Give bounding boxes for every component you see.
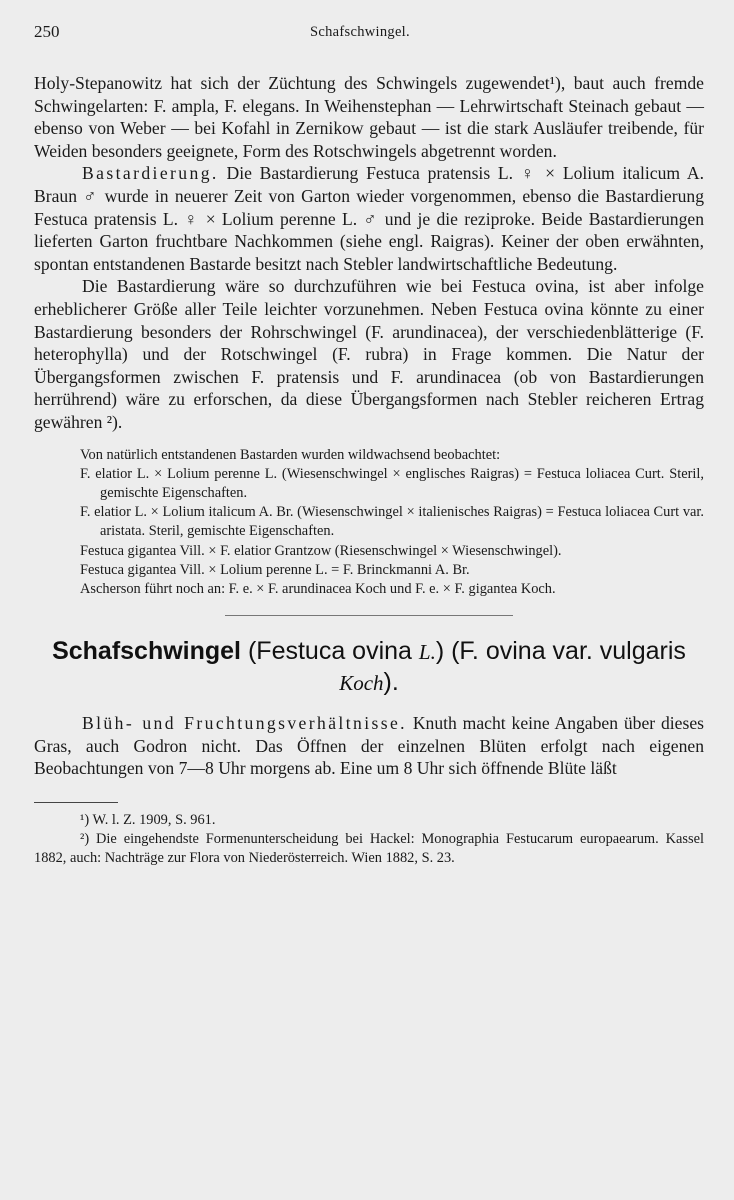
- section-divider: [225, 615, 513, 616]
- note-item: Festuca gigantea Vill. × F. elatior Grantzow (Riesenschwingel × Wiesenschwingel).: [80, 542, 562, 559]
- section-title-name: Schafschwingel: [52, 637, 242, 666]
- note-item: F. elatior L. × Lolium perenne L. (Wiesenschwingel × englisches Raigras) = Festuca loliacea Curt. Steril, gemischte Eigenschaften.: [80, 465, 704, 501]
- page-header: [34, 22, 704, 46]
- paragraph-lead: Blüh- und Fruchtungsverhältnisse.: [82, 713, 407, 734]
- footnote-2: ²) Die eingehendste Formenunterscheidung bei Hackel: Monographia Festucarum europaearum. Kassel 1882, auch: Nachträge zur Flora von Niederösterreich. Wien 1882, S. 23.: [34, 830, 704, 866]
- note-item: Ascherson führt noch an: F. e. × F. arundinacea Koch und F. e. × F. gigantea Koch.: [80, 580, 556, 597]
- page-body: [34, 72, 704, 868]
- footnotes: [34, 811, 704, 868]
- footnote-rule: [34, 802, 118, 803]
- paragraph-breeding: Holy-Stepanowitz hat sich der Züchtung des Schwingels zugewendet¹), baut auch fremde Schwingelarten: F. ampla, F. elegans. In Weihenstephan — Lehrwirtschaft Steinach gebaut — ebenso von Weber — bei Kofahl in Zernikow gebaut — ist die stark Ausläufer treibende, für Weiden besonders geeignete, Form des Rotschwingels abgetrennt worden.: [34, 73, 704, 161]
- paragraph-flowering: [34, 712, 704, 780]
- footnote-1: ¹) W. l. Z. 1909, S. 961.: [80, 811, 216, 828]
- paragraph-hybridization-method: Die Bastardierung wäre so durchzuführen wie bei Festuca ovina, ist aber infolge erheblicherer Größe aller Teile leichter vorzunehmen. Neben Festuca ovina könnte zu einer Bastardierung besonders der Rohrschwingel (F. arundinacea), der verschiedenblätterige (F. heterophylla) und der Rotschwingel (F. rubra) in Frage kommen. Die Natur der Übergangsformen zwischen F. pratensis und F. arundinacea (ob von Bastardierungen herrührend) wäre zu erforschen, da diese Übergangsformen nach Stebler reicheren Ertrag gewähren ²).: [34, 276, 704, 432]
- section-title: Schafschwingel (Festuca ovina L.) (F. ovina var. vulgaris Koch).: [52, 637, 686, 697]
- paragraph-text: Knuth macht keine Angaben über dieses Gras, auch Godron nicht. Das Öffnen der einzelnen Blüten erfolgt nach eigenen Beobachtungen von 7—8 Uhr morgens ab. Eine um 8 Uhr sich öffnende Blüte läßt: [34, 713, 704, 779]
- paragraph-text: Die Bastardierung Festuca pratensis L. ♀ × Lolium italicum A. Braun ♂ wurde in neuerer Zeit von Garton wieder vorgenommen, ebenso die Bastardierung Festuca pratensis L. ♀ × Lolium perenne L. ♂ und je die reziproke. Beide Bastardierungen lieferten Garton fruchtbare Nachkommen (siehe engl. Raigras). Keiner der oben erwähnten, spontan entstandenen Bastarde besitzt nach Stebler landwirtschaftliche Bedeutung.: [34, 163, 705, 274]
- note-item: Festuca gigantea Vill. × Lolium perenne L. = F. Brinckmanni A. Br.: [80, 561, 470, 578]
- running-title: Schafschwingel.: [310, 24, 410, 40]
- paragraph-hybridization: [34, 162, 704, 275]
- paragraph-lead: Bastardierung.: [82, 163, 219, 184]
- page-number: 250: [34, 22, 60, 41]
- note-item: F. elatior L. × Lolium italicum A. Br. (Wiesenschwingel × italienisches Raigras) = Festuca loliacea Curt var. aristata. Steril, gemischte Eigenschaften.: [80, 504, 704, 540]
- hybrid-notes: [34, 446, 704, 600]
- notes-intro: Von natürlich entstandenen Bastarden wurden wildwachsend beobachtet:: [80, 446, 501, 463]
